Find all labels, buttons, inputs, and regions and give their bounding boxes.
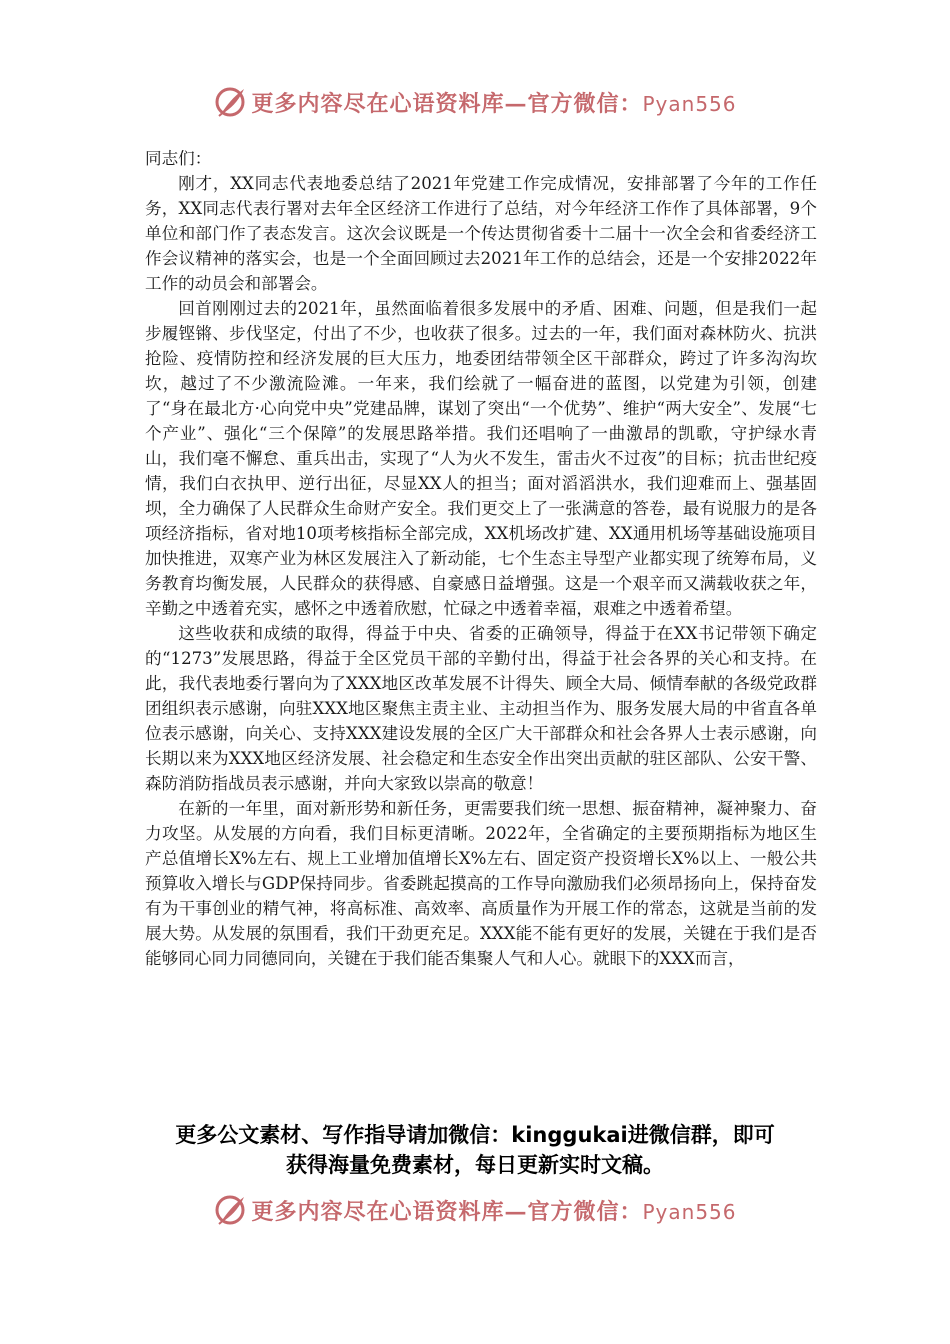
- paragraph-4: 在新的一年里，面对新形势和新任务，更需要我们统一思想、振奋精神，凝神聚力、奋力攻坚。从发展的方向看，我们目标更清晰。2022年，全省确定的主要预期指标为地区生产总值增长X%左右、规上工业增加值增长X%左右、固定资产投资增长X%以上、一般公共预算收入增长与GDP保持同步。省委跳起摸高的工作导向激励我们必须昂扬向上，保持奋发有为干事创业的精气神，将高标准、高效率、高质量作为开展工作的常态，这就是当前的发展大势。从发展的氛围看，我们干劲更充足。XXX能不能有更好的发展，关键在于我们是否能够同心同力同德同向，关键在于我们能否集聚人气和人心。就眼下的XXX而言，: [145, 799, 817, 968]
- promo-line-1: 更多公文素材、写作指导请加微信：kinggukai进微信群，即可: [175, 1123, 775, 1147]
- header-banner: [0, 82, 950, 122]
- paragraph-1: 刚才，XX同志代表地委总结了2021年党建工作完成情况，安排部署了今年的工作任务，XX同志代表行署对去年全区经济工作进行了总结，对今年经济工作作了具体部署，9个单位和部门作了表态发言。这次会议既是一个传达贯彻省委十二届十一次全会和省委经济工作会议精神的落实会，也是一个全面回顾过去2021年工作的总结会，还是一个安排2022年工作的动员会和部署会。: [145, 174, 817, 293]
- paragraph-3: 这些收获和成绩的取得，得益于中央、省委的正确领导，得益于在XX书记带领下确定的“1273”发展思路，得益于全区党员干部的辛勤付出，得益于社会各界的关心和支持。在此，我代表地委行署向为了XXX地区改革发展不计得失、顾全大局、倾情奉献的各级党政群团组织表示感谢，向驻XXX地区聚焦主责主业、主动担当作为、服务发展大局的中省直各单位表示感谢，向关心、支持XXX建设发展的全区广大干部群众和社会各界人士表示感谢，向长期以来为XXX地区经济发展、社会稳定和生态安全作出突出贡献的驻区部队、公安干警、森防消防指战员表示感谢，并向大家致以崇高的敬意！: [145, 624, 817, 793]
- greeting: 同志们：: [145, 149, 212, 168]
- header-banner-text: 更多内容尽在心语资料库—官方微信：Pyan556: [251, 90, 737, 117]
- footer-wechat-id: Pyan556: [642, 1199, 737, 1224]
- quill-logo-icon: [213, 85, 247, 119]
- quill-logo-icon: [213, 1193, 247, 1227]
- paragraph-2: 回首刚刚过去的2021年，虽然面临着很多发展中的矛盾、困难、问题，但是我们一起步履铿锵、步伐坚定，付出了不少，也收获了很多。过去的一年，我们面对森林防火、抗洪抢险、疫情防控和经济发展的巨大压力，地委团结带领全区干部群众，跨过了许多沟沟坎坎，越过了不少激流险滩。一年来，我们绘就了一幅奋进的蓝图，以党建为引领，创建了“身在最北方·心向党中央”党建品牌，谋划了突出“一个优势”、维护“两大安全”、发展“七个产业”、强化“三个保障”的发展思路举措。我们还唱响了一曲激昂的凯歌，守护绿水青山，我们毫不懈怠、重兵出击，实现了“人为火不发生，雷击火不过夜”的目标；抗击世纪疫情，我们白衣执甲、逆行出征，尽显XX人的担当；面对滔滔洪水，我们迎难而上、强基固坝，全力确保了人民群众生命财产安全。我们更交上了一张满意的答卷，最有说服力的是各项经济指标，省对地10项考核指标全部完成，XX机场改扩建、XX通用机场等基础设施项目加快推进，双寒产业为林区发展注入了新动能，七个生态主导型产业都实现了统筹布局，义务教育均衡发展，人民群众的获得感、自豪感日益增强。这是一个艰辛而又满载收获之年，辛勤之中透着充实，感怀之中透着欣慰，忙碌之中透着幸福，艰难之中透着希望。: [145, 299, 817, 618]
- footer-banner-text: 更多内容尽在心语资料库—官方微信：Pyan556: [251, 1198, 737, 1225]
- promo-line-2: 获得海量免费素材，每日更新实时文稿。: [286, 1153, 664, 1177]
- promo-notice: [130, 1120, 820, 1180]
- header-wechat-id: Pyan556: [642, 91, 737, 116]
- footer-banner: [0, 1190, 950, 1230]
- document-body: [145, 146, 817, 971]
